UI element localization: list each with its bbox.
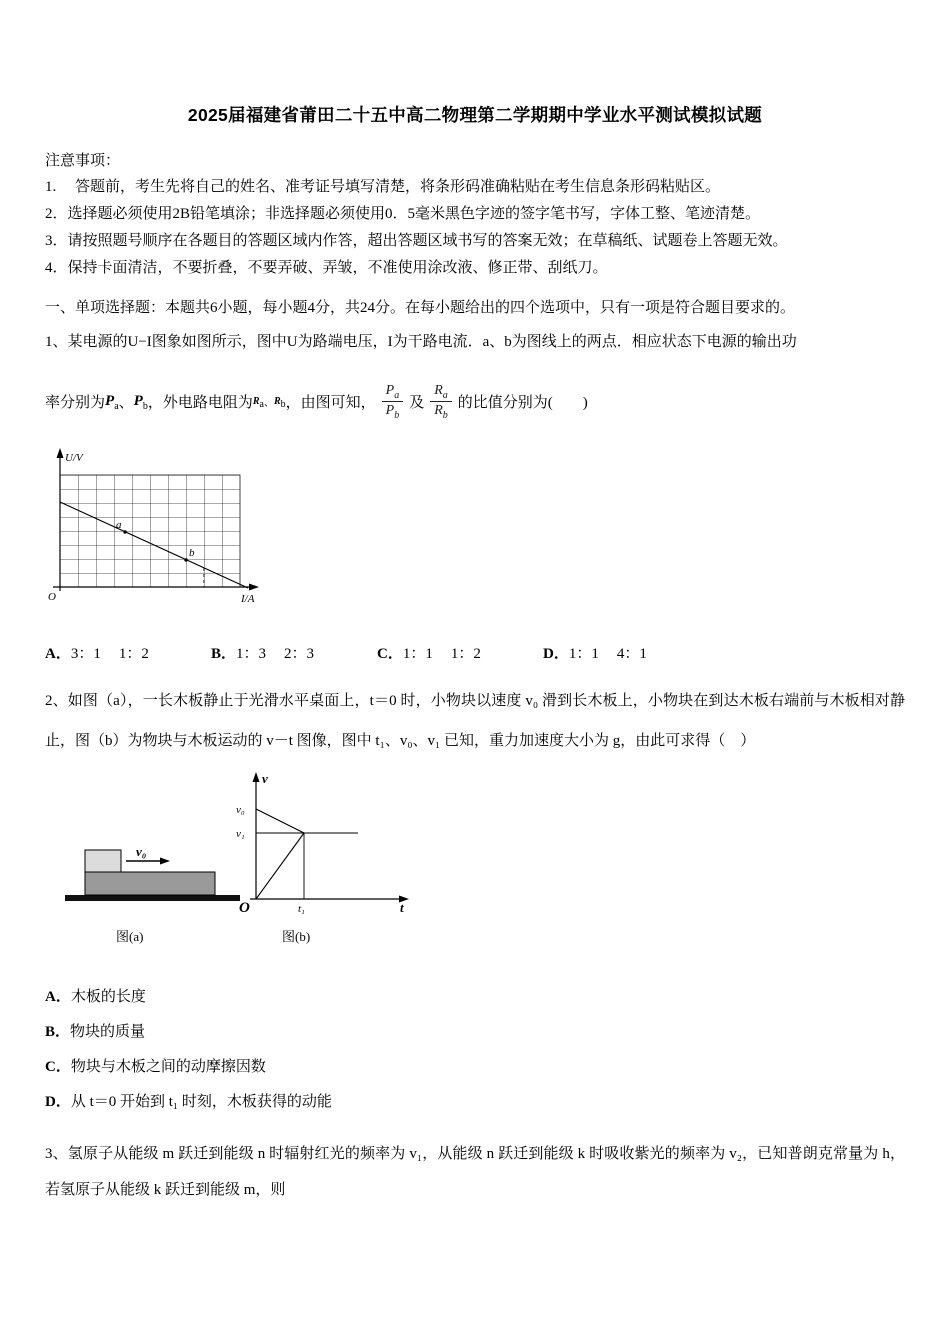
t-axis-label: t — [400, 900, 404, 915]
q1-option-a — [45, 642, 211, 663]
point-b-dot — [184, 558, 187, 561]
block-velocity-line — [256, 809, 304, 833]
q1-frag-2: ，外电路电阻为 — [147, 394, 253, 411]
u-i-graph — [45, 445, 275, 615]
option-ratio-2: 1：2 — [118, 646, 149, 662]
q1-frag-3: ，由图可知， — [285, 394, 376, 411]
question-3 — [45, 1136, 905, 1208]
option-ratio-1: 1：1 — [568, 646, 599, 662]
note-item-4: 4．保持卡面清洁，不要折叠，不要弄破、弄皱，不准使用涂改液、修正带、刮纸刀。 — [45, 260, 608, 276]
q3-text: 3、氢原子从能级 m 跃迁到能级 n 时辐射红光的频率为 v₁，从能级 n 跃迁到能级 k 时吸收紫光的频率为 v₂，已知普朗克常量为 h，若氢原子从能级 k 跃迁到能级 m，则 — [45, 1146, 905, 1198]
plank-velocity-line — [256, 833, 304, 899]
option-label: D． — [45, 1094, 71, 1110]
option-ratio-1: 1：3 — [236, 646, 267, 662]
option-label: C． — [45, 1059, 71, 1075]
option-text: 从 t＝0 开始到 t₁ 时刻，木板获得的动能 — [70, 1094, 332, 1110]
x-axis-arrow-icon — [249, 584, 259, 591]
figure-b-caption: 图(b) — [282, 929, 311, 944]
var-pa: $P_a$ — [105, 392, 119, 412]
block — [85, 850, 121, 872]
v-axis-label: v — [262, 771, 268, 786]
figure-a-caption: 图(a) — [116, 929, 144, 944]
q1-frag-and: 及 — [409, 394, 425, 411]
fraction-numerator: $P_a$ — [382, 383, 404, 401]
q2-option-b — [45, 1015, 905, 1050]
option-text: 物块的质量 — [70, 1024, 146, 1040]
fraction-pa-pb — [382, 383, 404, 421]
note-item-2: 2．选择题必须使用2B铅笔填涂；非选择题必须使用0．5毫米黑色字迹的签字笔书写，字体工整、笔迹清楚。 — [45, 206, 761, 222]
point-b-label: b — [189, 547, 195, 559]
q1-text-line1: 1、某电源的U−I图象如图所示，图中U为路端电压，I为干路电流．a、b为图线上的两点．相应状态下电源的输出功 — [45, 334, 797, 350]
q1-option-b — [211, 642, 377, 663]
q1-text-line2 — [45, 371, 905, 431]
v-axis-arrow-icon — [253, 772, 260, 782]
option-label: A． — [45, 989, 71, 1005]
fraction-denominator: $P_b$ — [385, 402, 400, 421]
fraction-denominator: $R_b$ — [434, 402, 448, 421]
table-surface — [65, 895, 240, 901]
option-ratio-2: 2：3 — [284, 646, 315, 662]
option-label: C． — [377, 646, 403, 662]
q2-option-a — [45, 980, 905, 1015]
grid-area — [60, 475, 240, 587]
q1-sep-1: 、 — [118, 394, 134, 411]
question-2 — [45, 681, 905, 1120]
point-a-dot — [123, 530, 126, 533]
question-1 — [45, 329, 905, 663]
q2-text: 2、如图（a），一长木板静止于光滑水平桌面上，t＝0 时，小物块以速度 v₀ 滑到长木板上，小物块在到达木板右端前与木板相对静止，图（b）为物块与木板运动的 v－t 图像，图中 t₁、v₀、v₁ 已知，重力加速度大小为 g，由此可求得（ ） — [45, 693, 905, 749]
option-label: B． — [211, 646, 237, 662]
q2-option-d — [45, 1085, 905, 1120]
q1-options — [45, 642, 905, 663]
q2-options — [45, 980, 905, 1120]
block-plank-figure — [60, 769, 420, 949]
page-title: 2025届福建省莆田二十五中高二物理第二学期期中学业水平测试模拟试题 — [187, 105, 763, 125]
var-ra: $R_a$ — [252, 395, 264, 410]
v0-tick-label: v₀ — [236, 804, 245, 816]
option-label: A． — [45, 646, 71, 662]
var-rb: $R_b$ — [273, 395, 286, 410]
q1-option-d — [543, 642, 647, 663]
option-ratio-1: 1：1 — [402, 646, 433, 662]
option-text: 木板的长度 — [70, 989, 146, 1005]
option-text: 物块与木板之间的动摩擦因数 — [70, 1059, 266, 1075]
q1-sep-2: 、 — [263, 397, 274, 409]
section-one-heading: 一、单项选择题：本题共6小题，每小题4分，共24分。在每小题给出的四个选项中，只有一项是符合题目要求的。 — [45, 300, 796, 316]
q2-figure — [60, 769, 905, 954]
q1-option-c — [377, 642, 543, 663]
q2-option-c — [45, 1050, 905, 1085]
y-axis-arrow-icon — [57, 448, 64, 458]
t1-tick-label: t₁ — [298, 903, 305, 915]
var-pb: $P_b$ — [133, 392, 148, 412]
v0-arrow-label: v₀ — [136, 844, 147, 859]
point-a-label: a — [116, 519, 122, 531]
plank — [85, 872, 215, 895]
fraction-numerator: $R_a$ — [430, 383, 452, 401]
option-ratio-1: 3：1 — [70, 646, 101, 662]
notes-heading: 注意事项： — [45, 153, 121, 169]
option-label: B． — [45, 1024, 71, 1040]
note-item-3: 3．请按照题号顺序在各题目的答题区域内作答，超出答题区域书写的答案无效；在草稿纸、试题卷上答题无效。 — [45, 233, 788, 249]
fraction-ra-rb — [430, 383, 452, 421]
notes-section — [45, 148, 905, 282]
q1-figure — [45, 445, 905, 620]
q1-frag-1: 率分别为 — [45, 394, 106, 411]
note-item-1: 1. 答题前，考生先将自己的姓名、准考证号填写清楚，将条形码准确粘贴在考生信息条形码粘贴区。 — [45, 179, 721, 195]
origin-label: O — [239, 900, 250, 916]
option-ratio-2: 4：1 — [616, 646, 647, 662]
v0-arrow-head-icon — [160, 858, 170, 865]
option-ratio-2: 1：2 — [450, 646, 481, 662]
y-axis-label: U/V — [65, 452, 83, 464]
q1-frag-4: 的比值分别为( ) — [457, 394, 588, 411]
origin-label: O — [48, 591, 56, 603]
v1-tick-label: v₁ — [236, 828, 245, 840]
x-axis-label: I/A — [241, 593, 255, 605]
option-label: D． — [543, 646, 569, 662]
